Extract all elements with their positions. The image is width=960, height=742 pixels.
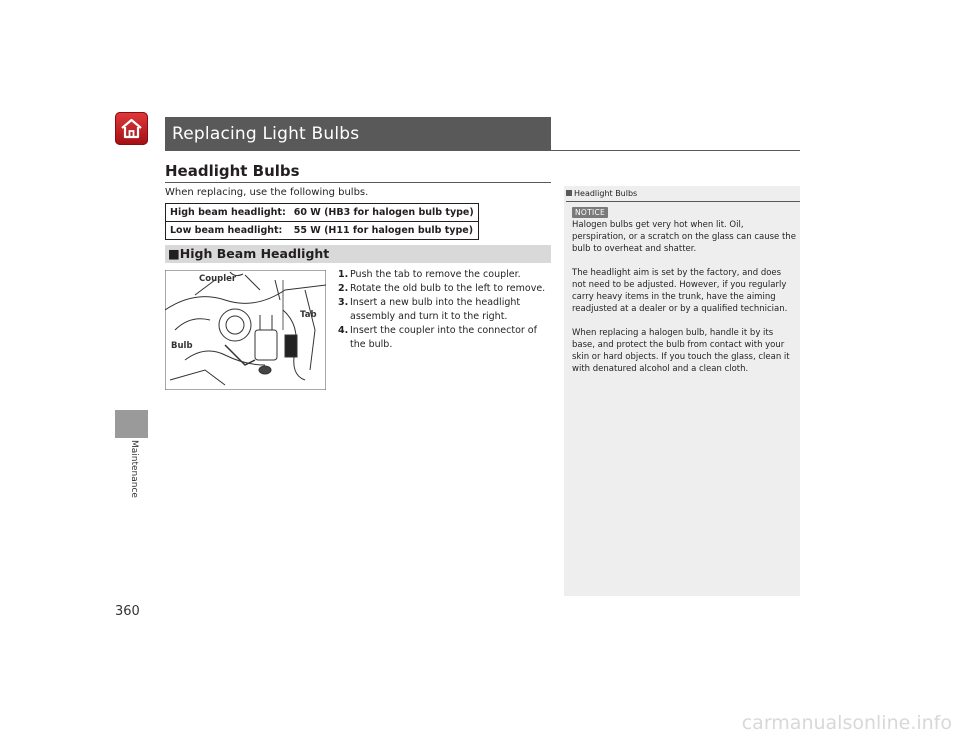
note-paragraph: Halogen bulbs get very hot when lit. Oil, perspiration, or a scratch on the glass can cause the bulb to overheat and shatter. [572,220,796,254]
step-text: Insert the coupler into the connector of the bulb. [350,325,537,350]
intro-text: When replacing, use the following bulbs. [165,187,369,198]
subheading-bar [165,245,551,263]
table-cell-label: High beam headlight: [166,204,290,222]
table-cell-label: Low beam headlight: [170,225,283,236]
reference-arrow-icon [566,190,572,196]
table-row [166,222,479,240]
table-cell-value: 60 W (HB3 for halogen bulb type) [290,204,478,222]
note-divider [566,201,800,202]
list-item [338,268,552,282]
home-icon [120,117,143,140]
section-label: Maintenance [129,440,139,498]
step-number: 2. [338,283,349,294]
notice-badge: NOTICE [572,207,608,218]
watermark: carmanualsonline.info [741,712,952,734]
table-row [166,204,479,222]
subheading: ■High Beam Headlight [168,246,330,261]
list-item [338,296,552,324]
heading-divider [165,182,551,183]
note-panel [564,186,800,596]
bulb-spec-table [165,203,479,240]
step-text: Push the tab to remove the coupler. [350,269,521,280]
step-number: 3. [338,297,349,308]
table-cell-value: 55 W (H11 for halogen bulb type) [293,225,474,236]
list-item [338,282,552,296]
list-item [338,324,552,352]
bulb-label: Bulb [171,341,193,351]
step-text: Insert a new bulb into the headlight assembly and turn it to the right. [350,297,521,322]
tab-label: Tab [300,310,317,320]
headlight-illustration [165,270,326,390]
step-number: 1. [338,269,349,280]
note-heading: Headlight Bulbs [566,189,637,198]
home-button[interactable] [115,112,148,145]
page-number: 360 [115,604,140,619]
section-tab[interactable] [115,410,148,438]
section-heading: Headlight Bulbs [165,162,300,180]
step-number: 4. [338,325,349,336]
note-paragraph: When replacing a halogen bulb, handle it by its base, and protect the bulb from contact with your skin or hard objects. If you touch the glass, clean it with denatured alcohol and a clean cloth. [572,328,790,374]
step-list [338,268,552,352]
title-divider [165,150,800,151]
page-title: Replacing Light Bulbs [172,124,360,144]
page-title-bar [165,117,551,151]
note-paragraph: The headlight aim is set by the factory, and does not need to be adjusted. However, if you regularly carry heavy items in the trunk, have the aiming readjusted at a dealer or by a qualified technician. [572,268,788,314]
step-text: Rotate the old bulb to the left to remove. [350,283,546,294]
coupler-label: Coupler [199,274,237,284]
